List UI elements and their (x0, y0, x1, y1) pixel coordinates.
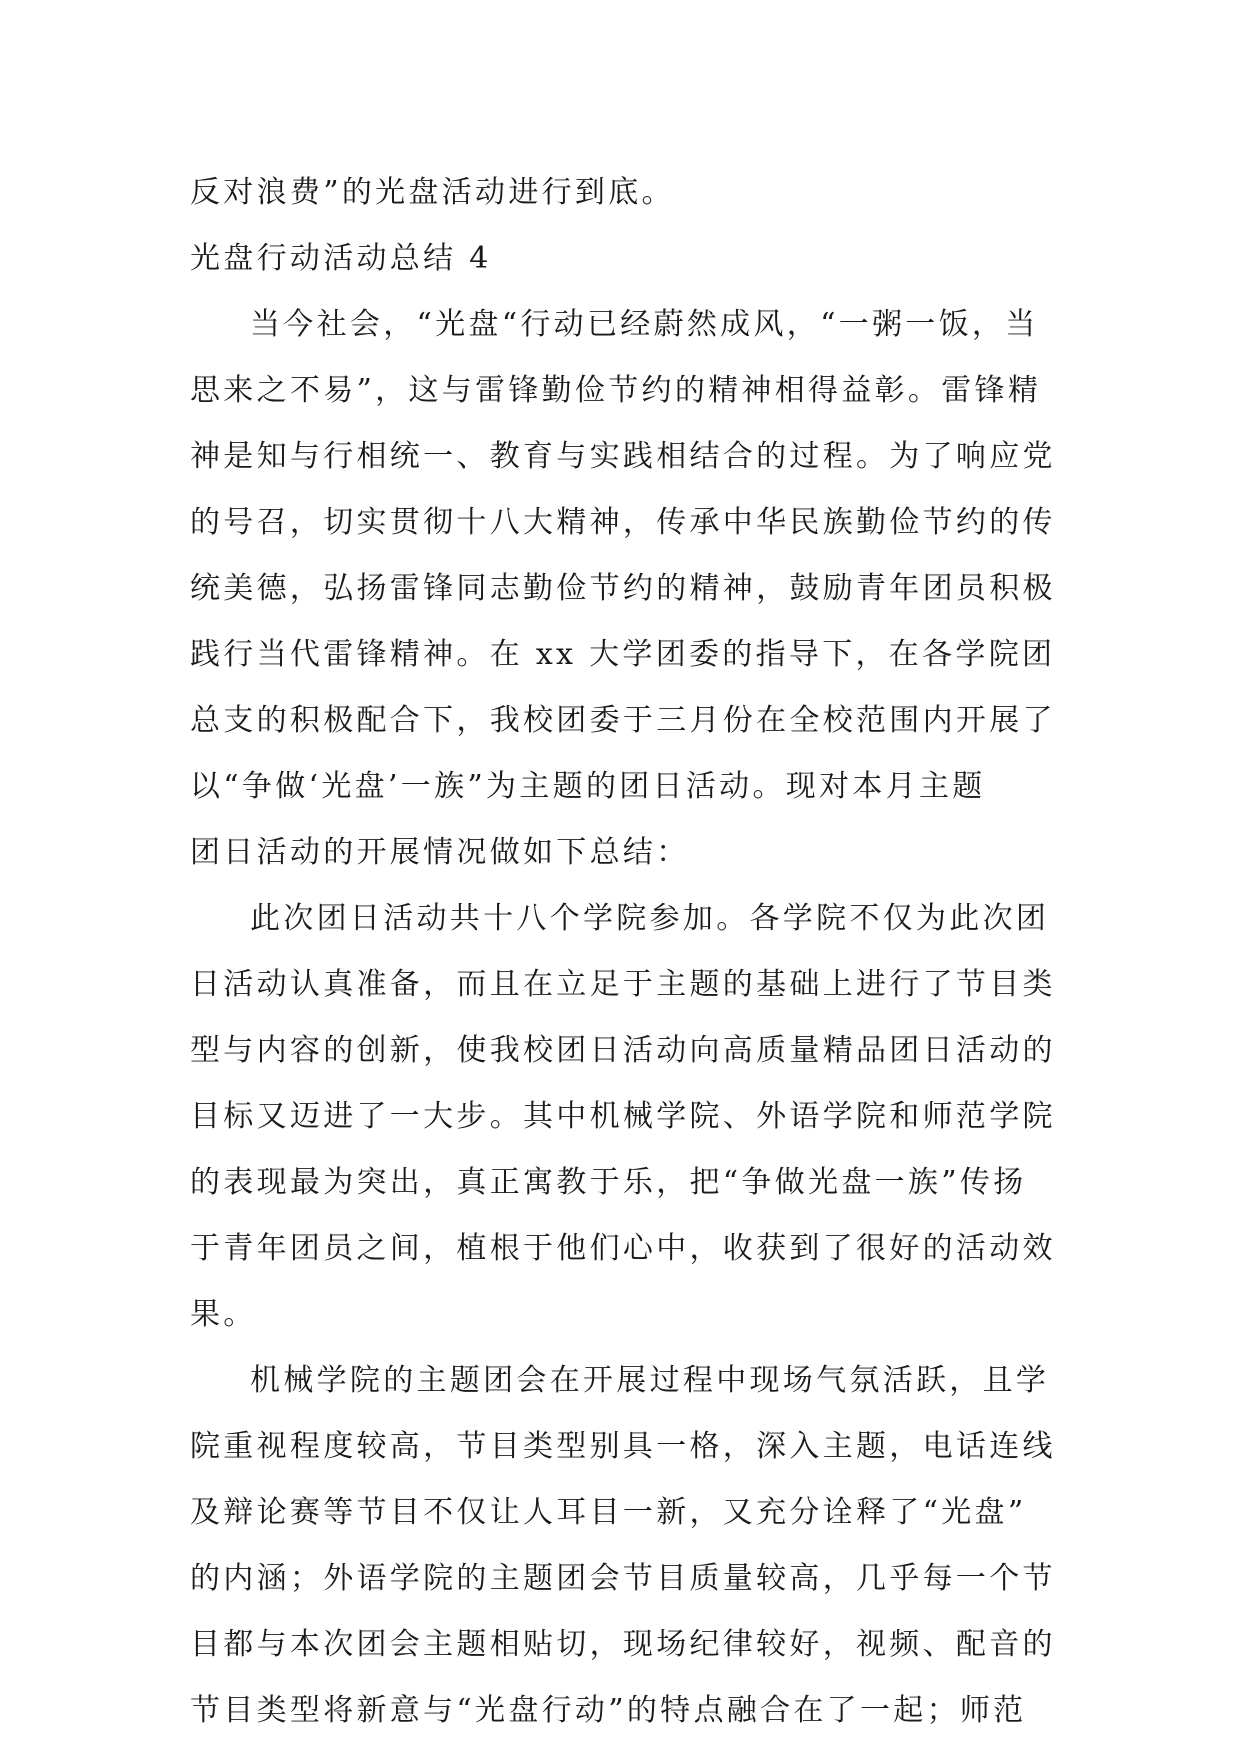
text-line: 型与内容的创新，使我校团日活动向高质量精品团日活动的 (190, 1033, 1056, 1068)
text-line: 日活动认真准备，而且在立足于主题的基础上进行了节目类 (190, 967, 1056, 1002)
text-line: 统美德，弘扬雷锋同志勤俭节约的精神，鼓励青年团员积极 (190, 571, 1056, 606)
text-line: 及辩论赛等节目不仅让人耳目一新，又充分诠释了“光盘” (190, 1495, 1027, 1530)
text-line: 目都与本次团会主题相贴切，现场纪律较好，视频、配音的 (190, 1627, 1056, 1662)
text-line: 的号召，切实贯彻十八大精神，传承中华民族勤俭节约的传 (190, 505, 1056, 540)
text-line: 目标又迈进了一大步。其中机械学院、外语学院和师范学院 (190, 1099, 1056, 1134)
text-line: 节目类型将新意与“光盘行动”的特点融合在了一起；师范 (190, 1693, 1027, 1728)
text-line: 的表现最为突出，真正寓教于乐，把“争做光盘一族”传扬 (190, 1165, 1027, 1200)
text-line: 果。 (190, 1297, 257, 1332)
text-line: 院重视程度较高，节目类型别具一格，深入主题，电话连线 (190, 1429, 1056, 1464)
text-line: 反对浪费”的光盘活动进行到底。 (190, 175, 675, 210)
text-line: 的内涵；外语学院的主题团会节目质量较高，几乎每一个节 (190, 1561, 1056, 1596)
text-line: 团日活动的开展情况做如下总结： (190, 835, 690, 870)
paragraph-first-line: 当今社会，“光盘“行动已经蔚然成风，“一粥一饭，当 (250, 307, 1039, 342)
text-line: 神是知与行相统一、教育与实践相结合的过程。为了响应党 (190, 439, 1056, 474)
text-line: 践行当代雷锋精神。在 xx 大学团委的指导下，在各学院团 (190, 637, 1056, 672)
text-line: 以“争做‘光盘’一族”为主题的团日活动。现对本月主题 (190, 769, 986, 804)
text-line: 思来之不易”，这与雷锋勤俭节约的精神相得益彰。雷锋精 (190, 373, 1042, 408)
section-heading: 光盘行动活动总结 4 (190, 241, 492, 276)
text-line: 总支的积极配合下，我校团委于三月份在全校范围内开展了 (190, 703, 1056, 738)
paragraph-first-line: 机械学院的主题团会在开展过程中现场气氛活跃，且学 (250, 1363, 1050, 1398)
paragraph-first-line: 此次团日活动共十八个学院参加。各学院不仅为此次团 (250, 901, 1050, 936)
text-line: 于青年团员之间，植根于他们心中，收获到了很好的活动效 (190, 1231, 1056, 1266)
